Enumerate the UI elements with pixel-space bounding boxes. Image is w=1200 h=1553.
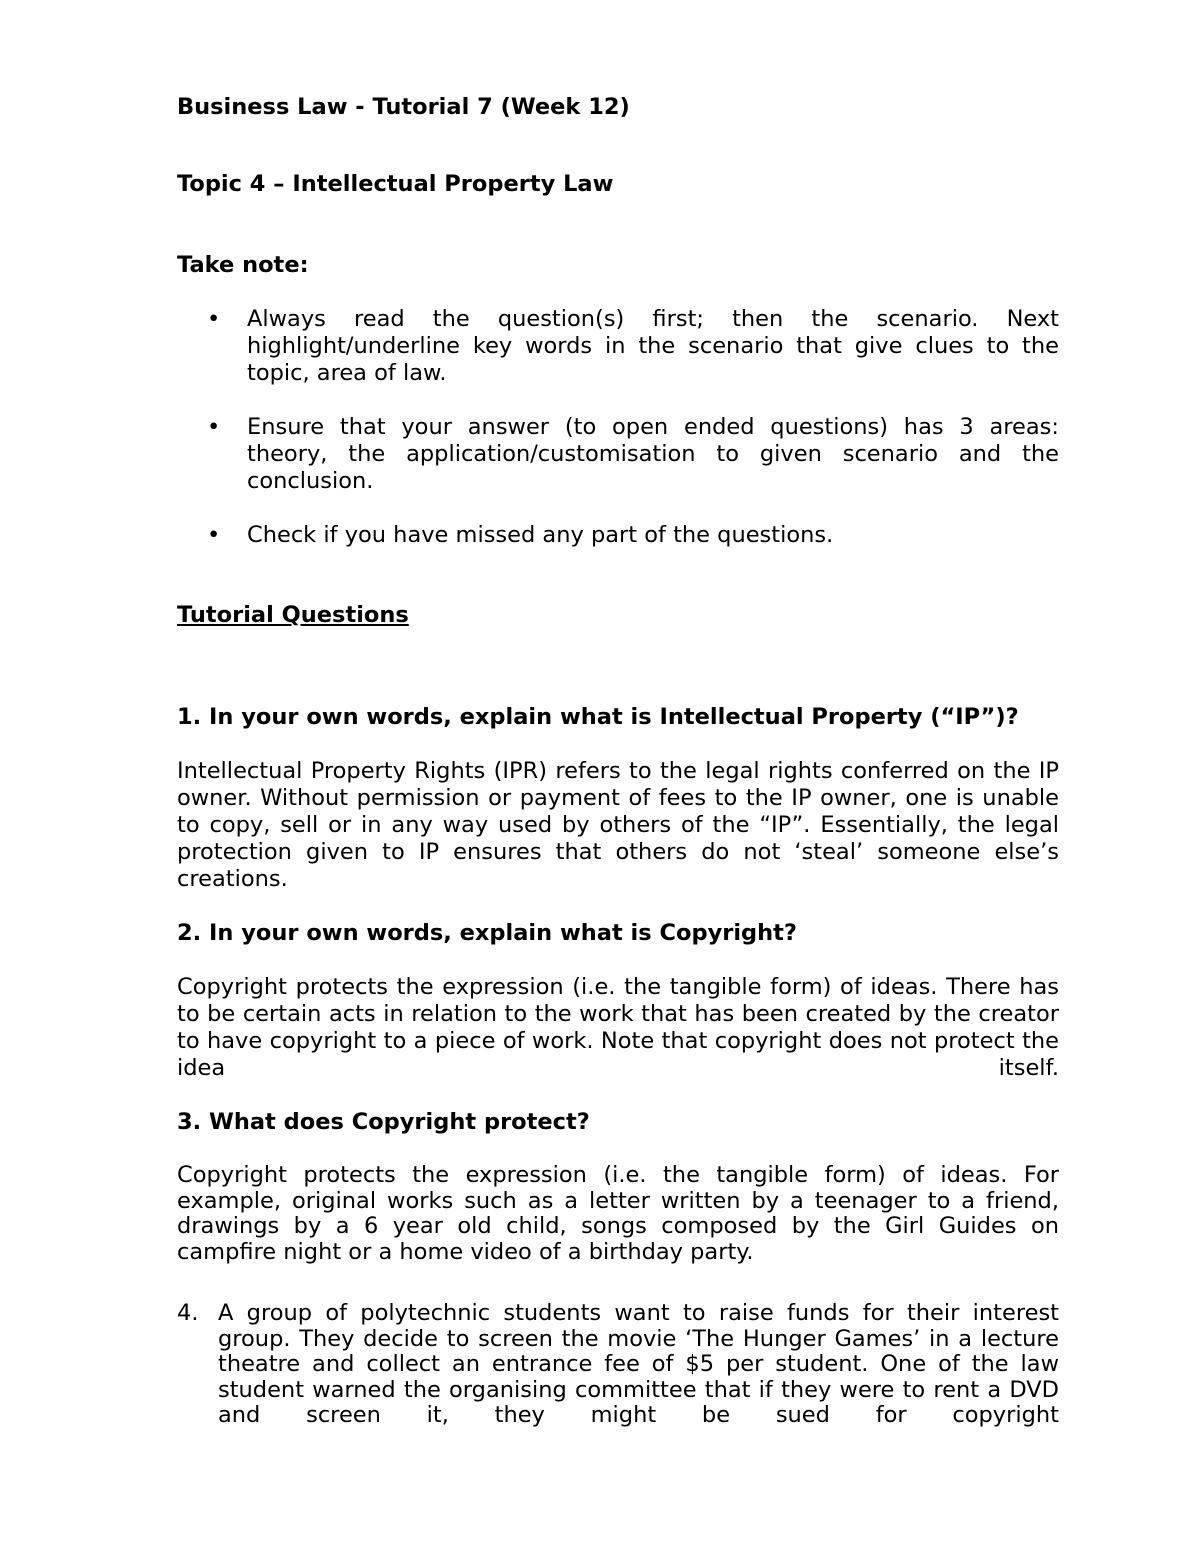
note-text: Always read the question(s) first; then the scenario. Next highlight/underline key words in the scenario that give clues to the topic, area of law. [247, 306, 1059, 386]
answer-1: Intellectual Property Rights (IPR) refers to the legal rights conferred on the IP owner. Without permission or payment of fees to the IP owner, one is unable to copy, sell or in any way used by others of the “IP”. Essentially, the legal protection given to IP ensures that others do not ‘steal’ someone else’s creations. [177, 758, 1059, 892]
answer-3: Copyright protects the expression (i.e. the tangible form) of ideas. For example, original works such as a letter written by a teenager to a friend, drawings by a 6 year old child, songs composed by the Girl Guides on campfire night or a home video of a birthday party. [177, 1162, 1059, 1265]
bullet-icon: • [207, 414, 221, 440]
take-note-heading: Take note: [177, 252, 309, 278]
note-item [177, 522, 1059, 549]
topic-title: Topic 4 – Intellectual Property Law [177, 171, 614, 197]
document-page [177, 94, 1059, 1429]
note-item [177, 414, 1059, 495]
document-title: Business Law - Tutorial 7 (Week 12) [177, 94, 630, 120]
question-3: 3. What does Copyright protect? [177, 1109, 590, 1135]
question-2: 2. In your own words, explain what is Copyright? [177, 920, 797, 946]
note-item [177, 306, 1059, 387]
question-4-number: 4. [177, 1300, 199, 1326]
bullet-icon: • [207, 306, 221, 332]
bullet-icon: • [207, 522, 221, 548]
note-text: Check if you have missed any part of the questions. [247, 522, 834, 548]
section-heading: Tutorial Questions [177, 602, 409, 628]
notes-list [177, 306, 1059, 549]
question-1: 1. In your own words, explain what is Intellectual Property (“IP”)? [177, 704, 1019, 730]
question-4 [177, 1301, 1059, 1429]
note-text: Ensure that your answer (to open ended questions) has 3 areas: theory, the application/customisation to given scenario and the conclusion. [247, 414, 1059, 494]
question-4-text: A group of polytechnic students want to raise funds for their interest group. They decide to screen the movie ‘The Hunger Games’ in a lecture theatre and collect an entrance fee of $5 per student. One of the law student warned the organising committee that if they were to rent a DVD and screen it, they might be sued for copyright [218, 1300, 1059, 1428]
answer-2: Copyright protects the expression (i.e. the tangible form) of ideas. There has to be certain acts in relation to the work that has been created by the creator to have copyright to a piece of work. Note that copyright does not protect the idea itself. [177, 974, 1059, 1081]
